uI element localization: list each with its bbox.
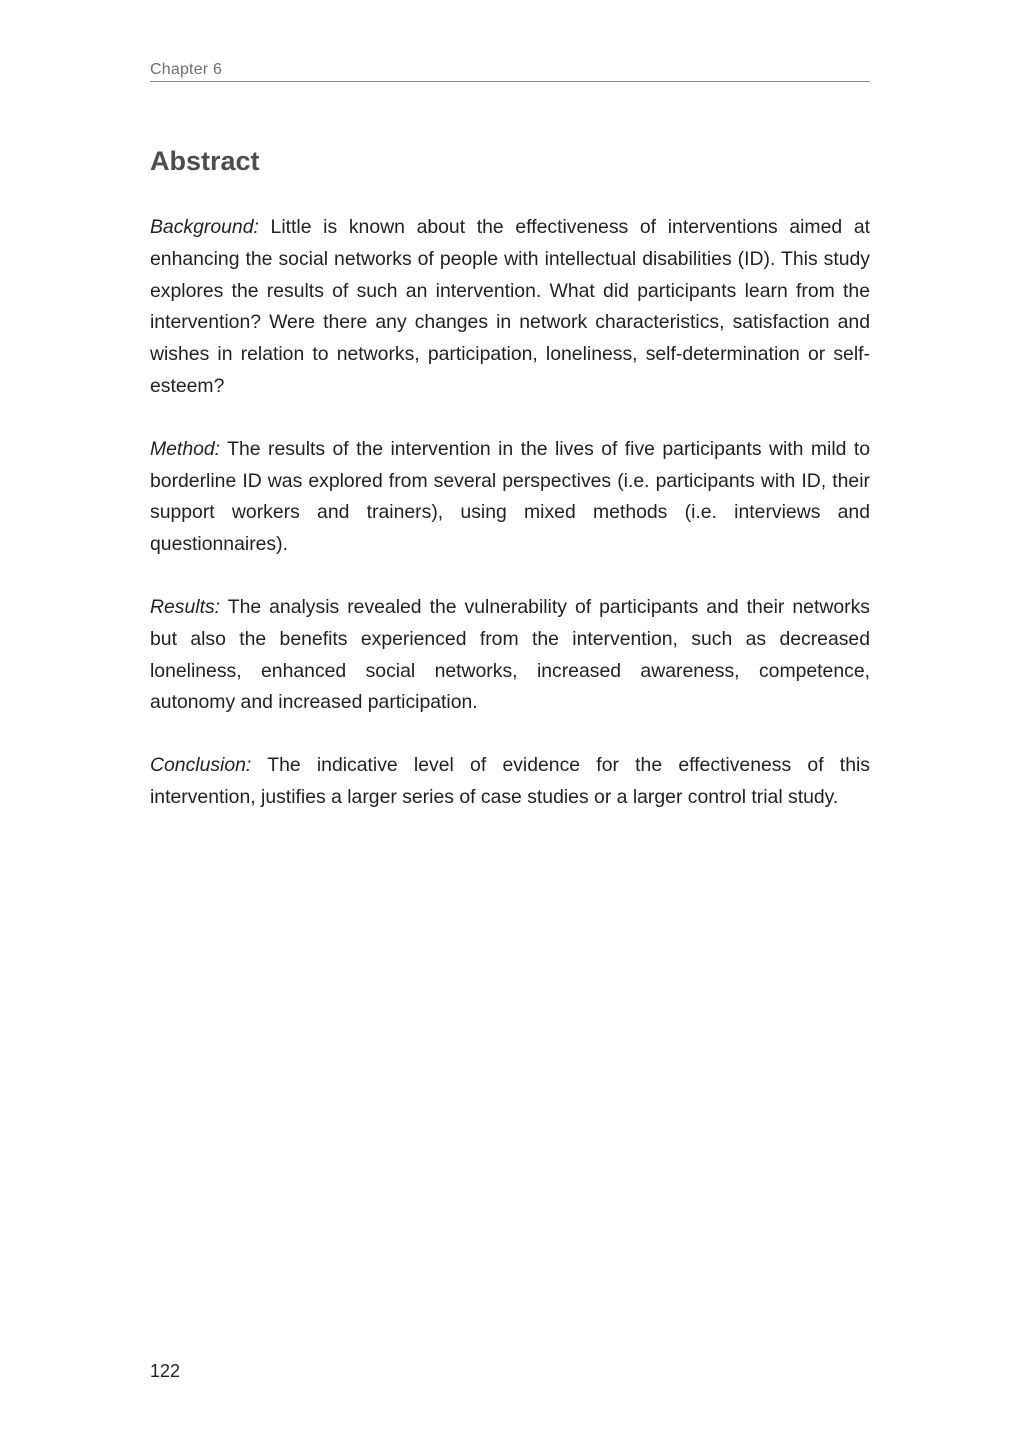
results-paragraph: [150, 592, 870, 719]
background-paragraph: [150, 212, 870, 403]
conclusion-text: The indicative level of evidence for the effectiveness of this intervention, justifies a larger series of case studies or a larger control trial study.: [150, 754, 870, 808]
results-text: The analysis revealed the vulnerability of participants and their networks but also the benefits experienced from the intervention, such as decreased loneliness, enhanced social networks, increased awareness, competence, autonomy and increased participation.: [150, 595, 870, 714]
running-header: [150, 60, 870, 82]
method-text: The results of the intervention in the lives of five participants with mild to borderline ID was explored from several perspectives (i.e. participants with ID, their support workers and trainers), using mixed methods (i.e. interviews and questionnaires).: [150, 437, 870, 556]
conclusion-label: Conclusion:: [150, 754, 252, 777]
background-label: Background:: [150, 216, 259, 238]
method-label: Method:: [150, 437, 221, 460]
background-text: Little is known about the effectiveness of interventions aimed at enhancing the social networks of people with intellectual disabilities (ID). This study explores the results of such an intervention. What did participants learn from the intervention? Were there any changes in network characteristics, satisfaction and wishes in relation to networks, participation, loneliness, self-determination or self-esteem?: [150, 216, 870, 397]
page-number: 122: [150, 1361, 181, 1381]
conclusion-paragraph: [150, 750, 870, 814]
page-title: Abstract: [150, 146, 260, 176]
results-label: Results:: [150, 595, 221, 618]
running-header-title: Chapter 6: [150, 61, 223, 78]
method-paragraph: [150, 434, 870, 561]
abstract-body: [150, 212, 870, 845]
